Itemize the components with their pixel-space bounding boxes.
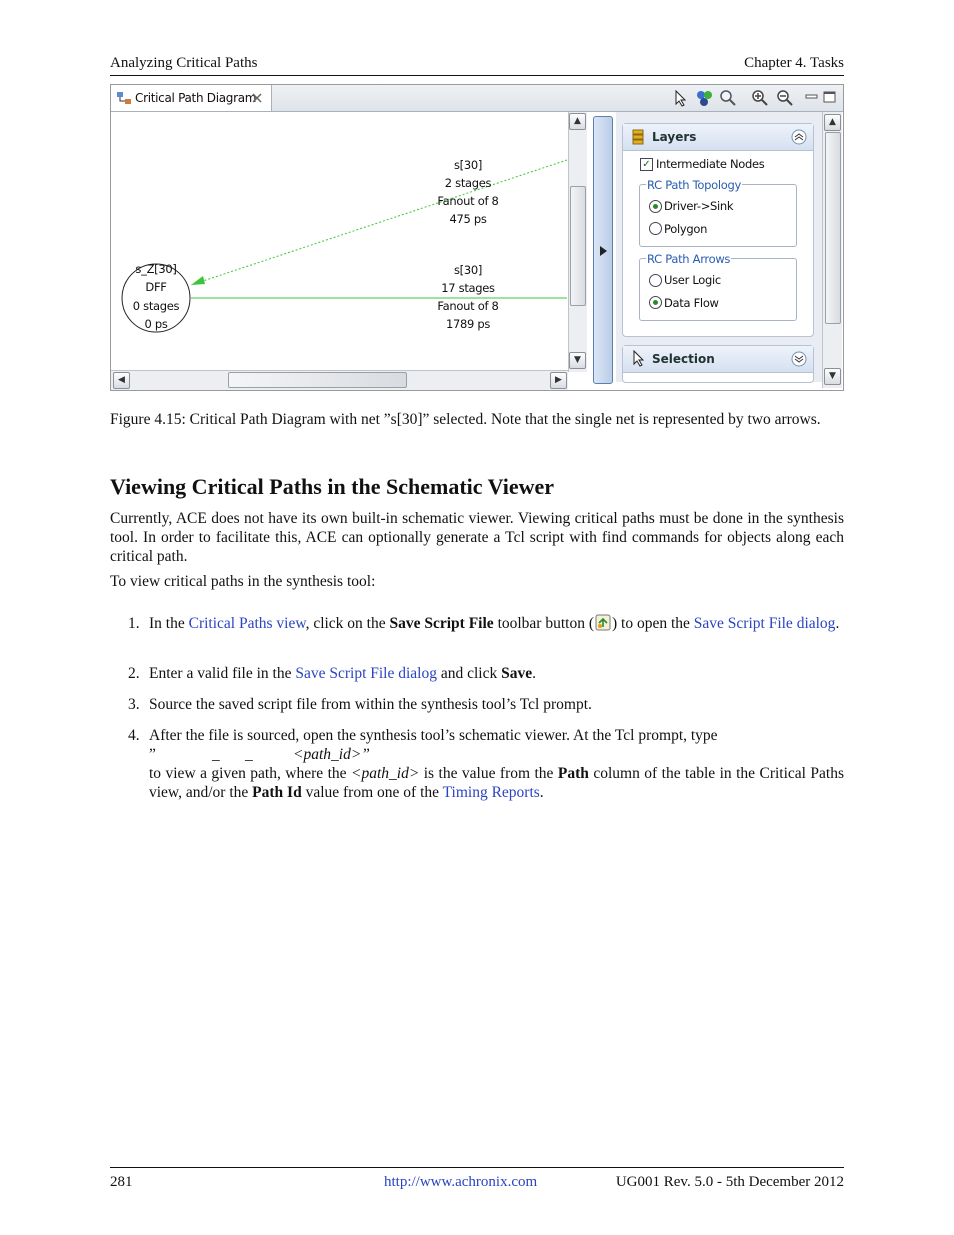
panel-scroll-thumb[interactable]	[825, 132, 841, 324]
open-quote: ”	[149, 746, 156, 763]
step-text-part: In the	[149, 615, 189, 632]
scroll-up-arrow-icon[interactable]: ▲	[569, 113, 586, 130]
net-b-delay: 1789 ps	[445, 317, 491, 331]
user-logic-radio[interactable]	[649, 274, 662, 287]
maximize-icon[interactable]	[821, 89, 839, 107]
polygon-radio[interactable]	[649, 222, 662, 235]
rc-path-arrows-group	[639, 258, 797, 321]
net-a-name: s[30]	[453, 158, 483, 172]
step-text-part: .	[539, 784, 544, 801]
rc-path-topology-group	[639, 184, 797, 247]
list-item	[110, 664, 844, 684]
path-id-bold-term: Path Id	[252, 784, 302, 801]
scroll-thumb[interactable]	[570, 186, 586, 306]
collapse-section-icon[interactable]	[791, 129, 807, 145]
path-id-term: <path_id>	[351, 765, 420, 782]
step-text-part: is the value from the	[419, 765, 558, 782]
scroll-left-arrow-icon[interactable]: ◀	[113, 372, 130, 389]
node-stages: 0 stages	[132, 299, 180, 313]
panel-vertical-scrollbar[interactable]	[822, 112, 842, 388]
path-id-argument: <path_id>”	[293, 746, 370, 763]
step-text-part: , click on the	[305, 615, 390, 632]
save-script-file-dialog-link[interactable]: Save Script File dialog	[693, 615, 836, 632]
expand-section-icon[interactable]	[791, 351, 807, 367]
layers-side-panel	[616, 112, 824, 382]
net-a-stages: 2 stages	[444, 176, 492, 190]
step-text-part: to view a given path, where the	[149, 765, 351, 782]
diagram-arrows	[111, 112, 567, 370]
zoom-in-icon[interactable]	[751, 89, 769, 107]
select-pointer-icon[interactable]	[671, 89, 689, 107]
diagram-canvas[interactable]	[111, 112, 567, 370]
scroll-thumb-horizontal[interactable]	[228, 372, 407, 388]
running-header-left: Analyzing Critical Paths	[110, 55, 258, 71]
search-icon[interactable]	[719, 89, 737, 107]
node-name: s_Z[30]	[135, 262, 177, 276]
step-text-part: ) to open the	[612, 615, 694, 632]
intermediate-nodes-label: Intermediate Nodes	[656, 157, 765, 171]
net-a-fanout: Fanout of 8	[437, 194, 499, 208]
list-item	[110, 695, 844, 715]
timing-reports-link[interactable]: Timing Reports	[442, 784, 540, 801]
save-script-file-dialog-link[interactable]: Save Script File dialog	[295, 665, 437, 682]
net-b-fanout: Fanout of 8	[437, 299, 499, 313]
intro-paragraph: Currently, ACE does not have its own built-in schematic viewer. Viewing critical paths must be done in the synthesis tool. In order to facilitate this, ACE can optionally generate a Tcl script with find commands for objects along each critical path.	[110, 510, 844, 565]
panel-scroll-down-arrow-icon[interactable]: ▼	[824, 368, 841, 385]
step-text-part: and click	[436, 665, 502, 682]
step-text-part: toolbar button (	[493, 615, 594, 632]
running-header-right: Chapter 4. Tasks	[744, 55, 844, 71]
node-delay: 0 ps	[144, 317, 168, 331]
step-number: 3.	[128, 696, 140, 713]
layers-icon	[631, 129, 645, 145]
figure-caption: Figure 4.15: Critical Path Diagram with net ”s[30]” selected. Note that the single net is represented by two arrows.	[110, 411, 821, 428]
node-type: DFF	[145, 280, 167, 294]
step-text-line	[149, 764, 844, 802]
layers-section	[622, 123, 814, 337]
command-separator: _	[245, 746, 253, 763]
layers-header[interactable]	[623, 124, 813, 151]
view-tab-bar	[111, 85, 843, 112]
list-item	[110, 726, 844, 806]
selection-section	[622, 345, 814, 383]
zoom-out-icon[interactable]	[776, 89, 794, 107]
net-b-name: s[30]	[453, 263, 483, 277]
net-b-stages: 17 stages	[441, 281, 495, 295]
selection-header[interactable]	[623, 346, 813, 373]
lead-paragraph: To view critical paths in the synthesis tool:	[110, 573, 376, 590]
step-number: 1.	[128, 615, 140, 632]
net-a-delay: 475 ps	[449, 212, 487, 226]
save-script-file-term: Save Script File	[389, 615, 494, 632]
section-title: Viewing Critical Paths in the Schematic Viewer	[110, 474, 554, 499]
header-rule	[110, 75, 844, 76]
step-text-part: .	[835, 615, 840, 632]
save-script-file-icon	[594, 614, 612, 631]
command-separator: _	[212, 746, 220, 763]
diagram-icon	[116, 90, 132, 106]
critical-paths-view-link[interactable]: Critical Paths view	[188, 615, 306, 632]
step-text-part: column of the table in the Critical Paths view, and/or the	[149, 765, 844, 801]
expand-arrow-icon[interactable]	[598, 245, 608, 257]
canvas-horizontal-scrollbar[interactable]	[111, 370, 568, 390]
achronix-url-link[interactable]: http://www.achronix.com	[384, 1174, 538, 1190]
save-term: Save	[501, 665, 533, 682]
step-text-line: After the file is sourced, open the synthesis tool’s schematic viewer. At the Tcl prompt, type	[149, 727, 718, 744]
step-text-part: value from one of the	[301, 784, 443, 801]
step-text	[149, 726, 844, 802]
document-id: UG001 Rev. 5.0 - 5th December 2012	[615, 1174, 844, 1190]
polygon-label: Polygon	[664, 222, 708, 236]
data-flow-radio[interactable]	[649, 296, 662, 309]
layers-title: Layers	[652, 130, 697, 144]
tab-label: Critical Path Diagram	[135, 91, 257, 105]
list-item	[110, 614, 844, 654]
page-number: 281	[110, 1174, 133, 1190]
layout-colors-icon[interactable]	[695, 89, 713, 107]
step-number: 4.	[128, 727, 140, 744]
scroll-right-arrow-icon[interactable]: ▶	[550, 372, 567, 389]
step-text-part: Enter a valid file in the	[149, 665, 296, 682]
rc-path-arrows-title: RC Path Arrows	[647, 252, 731, 266]
step-number: 2.	[128, 665, 140, 682]
minimize-icon[interactable]	[803, 89, 821, 107]
footer-rule	[110, 1167, 844, 1168]
close-icon[interactable]	[251, 92, 263, 104]
data-flow-label: Data Flow	[664, 296, 719, 310]
pointer-icon	[631, 350, 645, 368]
step-text	[149, 664, 844, 683]
panel-scroll-up-arrow-icon[interactable]: ▲	[824, 114, 841, 131]
critical-path-diagram-screenshot	[110, 84, 844, 391]
step-text-part: .	[532, 665, 536, 682]
path-term: Path	[557, 765, 589, 782]
step-text: Source the saved script file from within the synthesis tool’s Tcl prompt.	[149, 696, 592, 713]
tab-critical-path-diagram[interactable]	[111, 85, 272, 111]
scroll-down-arrow-icon[interactable]: ▼	[569, 352, 586, 369]
tcl-command-line	[149, 745, 844, 764]
canvas-vertical-scrollbar[interactable]	[568, 112, 587, 372]
driver-sink-radio[interactable]	[649, 200, 662, 213]
intermediate-nodes-checkbox[interactable]: ✓	[640, 158, 653, 171]
panel-collapse-handle[interactable]	[593, 116, 613, 384]
user-logic-label: User Logic	[664, 273, 721, 287]
rc-path-topology-title: RC Path Topology	[647, 178, 742, 192]
driver-sink-label: Driver->Sink	[664, 199, 734, 213]
step-text	[149, 614, 844, 633]
selection-title: Selection	[652, 352, 715, 366]
